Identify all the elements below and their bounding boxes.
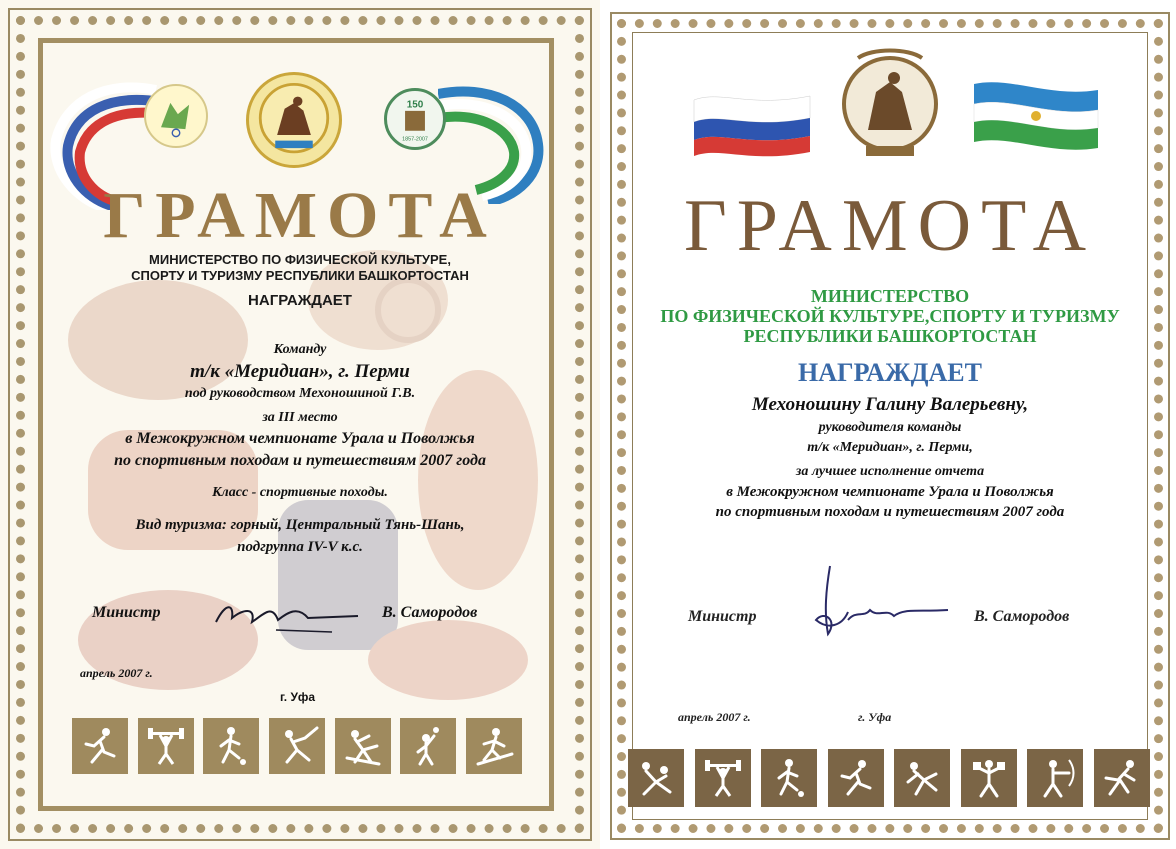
running-icon — [1094, 749, 1150, 807]
gymnastics-icon — [894, 749, 950, 807]
bashkortostan-flag — [970, 76, 1102, 156]
boxing-icon — [961, 749, 1017, 807]
event-line1: в Межокружном чемпионате Урала и Поволжья — [726, 484, 1054, 500]
awarded-person: Мехоношину Галину Валерьевну, — [751, 394, 1029, 415]
awards-heading: НАГРАЖДАЕТ — [798, 358, 982, 387]
ministry-name-line2: ПО ФИЗИЧЕСКОЙ КУЛЬТУРЕ,СПОРТУ И ТУРИЗМУ — [660, 306, 1120, 326]
person-role: руководителя команды — [818, 420, 962, 435]
tourism-kind-line2: подгруппа IV-V к.с. — [237, 539, 363, 555]
sport-icons-row — [72, 718, 522, 774]
place-text: за III место — [262, 410, 338, 425]
bashkortostan-emblem — [246, 72, 342, 168]
issue-date: апрель 2007 г. — [80, 666, 153, 680]
wrestling-icon — [628, 749, 684, 807]
ministry-name-line1: МИНИСТЕРСТВО ПО ФИЗИЧЕСКОЙ КУЛЬТУРЕ, — [149, 252, 451, 267]
tourism-kind-line1: Вид туризма: горный, Центральный Тянь-Шань, — [135, 517, 465, 533]
team-label: Команду — [273, 342, 327, 357]
bashkortostan-emblem — [838, 46, 942, 172]
minister-name: В. Самородов — [382, 604, 478, 621]
minister-label: Министр — [92, 604, 161, 621]
sprint-icon — [72, 718, 128, 774]
weightlifting-icon — [138, 718, 194, 774]
sprint-icon — [828, 749, 884, 807]
skiing-icon — [466, 718, 522, 774]
wrestling-icon — [335, 718, 391, 774]
certificate-right — [604, 0, 1176, 849]
volleyball-icon — [400, 718, 456, 774]
certificate-title: ГРАМОТА — [103, 179, 497, 252]
football-icon — [761, 749, 817, 807]
anniversary-150-emblem — [384, 88, 446, 150]
football-icon — [203, 718, 259, 774]
issue-city: г. Уфа — [858, 710, 892, 724]
certificate-title: ГРАМОТА — [683, 185, 1097, 267]
ministry-name-line2: СПОРТУ И ТУРИЗМУ РЕСПУБЛИКИ БАШКОРТОСТАН — [131, 268, 469, 283]
issue-city: г. Уфа — [280, 690, 316, 704]
award-reason: за лучшее исполнение отчета — [795, 464, 985, 479]
minister-signature — [212, 596, 362, 640]
ministry-name-line1: МИНИСТЕРСТВО — [810, 286, 970, 306]
minister-name: В. Самородов — [974, 608, 1070, 625]
emblem-years-text: 1857-2007 — [402, 136, 428, 143]
awards-heading: НАГРАЖДАЕТ — [248, 292, 352, 309]
event-line1: в Межокружном чемпионате Урала и Поволжья — [125, 430, 475, 447]
minister-label: Министр — [688, 608, 757, 625]
ministry-name-line3: РЕСПУБЛИКИ БАШКОРТОСТАН — [743, 326, 1037, 346]
event-line2: по спортивным походам и путешествиям 2007 года — [715, 504, 1065, 520]
class-text: Класс - спортивные походы. — [212, 485, 388, 500]
event-line2: по спортивным походам и путешествиям 2007 года — [114, 452, 486, 469]
fencing-icon — [269, 718, 325, 774]
team-name: т/к «Меридиан», г. Перми, — [807, 440, 973, 455]
minister-signature — [808, 560, 958, 644]
sport-icons-row — [628, 749, 1150, 807]
issue-date: апрель 2007 г. — [678, 710, 751, 724]
team-leader: под руководством Мехоношиной Г.В. — [184, 386, 416, 401]
weightlifting-icon — [695, 749, 751, 807]
team-name: т/к «Меридиан», г. Перми — [190, 361, 410, 382]
emblem-150-text: 150 — [406, 99, 424, 111]
russian-flag — [690, 86, 814, 158]
archery-icon — [1027, 749, 1083, 807]
olympic-committee-logo — [144, 84, 208, 148]
